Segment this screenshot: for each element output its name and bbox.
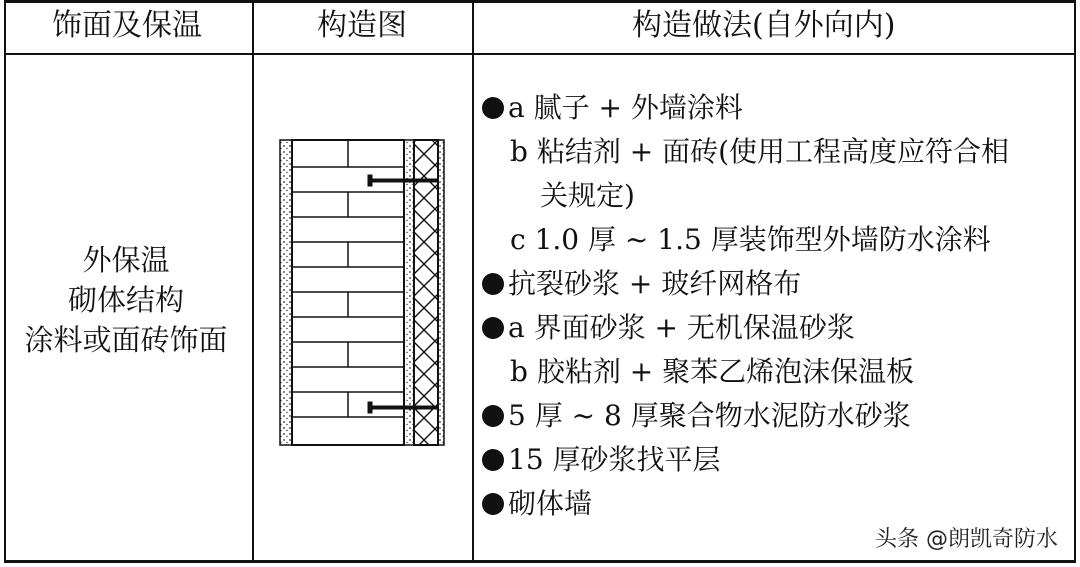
header-finish-insulation: 饰面及保温: [52, 8, 202, 43]
step-text: 关规定): [540, 179, 635, 212]
step-marker: a: [508, 311, 525, 344]
column-divider-2: [472, 0, 474, 563]
step-marker: b: [510, 135, 528, 168]
insulation-layer: [414, 140, 438, 445]
bullet-icon: [482, 273, 504, 295]
step-text: 1.0 厚 ~ 1.5 厚装饰型外墙防水涂料: [534, 223, 991, 256]
finish-layer: [438, 140, 444, 445]
leveling-layer: [404, 140, 414, 445]
table-top-border: [4, 0, 1076, 3]
step-text: 5 厚 ~ 8 厚聚合物水泥防水砂浆: [508, 399, 911, 432]
step-text: 界面砂浆 + 无机保温砂浆: [533, 311, 855, 344]
finish-type-line: 外保温: [82, 243, 170, 277]
wall-section-diagram: [270, 132, 455, 452]
bullet-icon: [482, 449, 504, 471]
header-diagram: 构造图: [317, 8, 407, 43]
step-item: [510, 130, 1009, 174]
bullet-icon: [482, 317, 504, 339]
step-text: 砌体墙: [508, 487, 593, 520]
finish-type-line: 砌体结构: [67, 283, 184, 317]
step-item: [482, 306, 855, 350]
table-right-border: [1074, 0, 1076, 563]
plaster-layer: [280, 140, 292, 445]
header-method: 构造做法(自外向内): [632, 8, 896, 43]
step-item: [510, 218, 991, 262]
step-marker: b: [510, 355, 528, 388]
column-divider-1: [252, 0, 254, 563]
watermark: 头条 @朗凯奇防水: [875, 527, 1058, 552]
finish-type-cell: [0, 240, 252, 360]
step-text: 15 厚砂浆找平层: [508, 443, 721, 476]
step-item: [482, 394, 911, 438]
step-item: [482, 86, 743, 130]
table-bottom-border: [4, 560, 1076, 563]
header-divider: [4, 53, 1076, 55]
step-item: [482, 482, 592, 526]
step-item: [510, 350, 914, 394]
bullet-icon: [482, 493, 504, 515]
finish-type-line: 涂料或面砖饰面: [24, 323, 228, 357]
step-text: 粘结剂 + 面砖(使用工程高度应符合相: [536, 135, 1010, 168]
step-text: 腻子 + 外墙涂料: [533, 91, 743, 124]
step-item: [482, 262, 801, 306]
bullet-icon: [482, 405, 504, 427]
step-marker: c: [510, 223, 526, 256]
step-marker: a: [508, 91, 525, 124]
step-text: 抗裂砂浆 + 玻纤网格布: [508, 267, 802, 300]
bullet-icon: [482, 97, 504, 119]
step-item: [540, 174, 635, 218]
step-text: 胶粘剂 + 聚苯乙烯泡沫保温板: [536, 355, 915, 388]
step-item: [482, 438, 721, 482]
